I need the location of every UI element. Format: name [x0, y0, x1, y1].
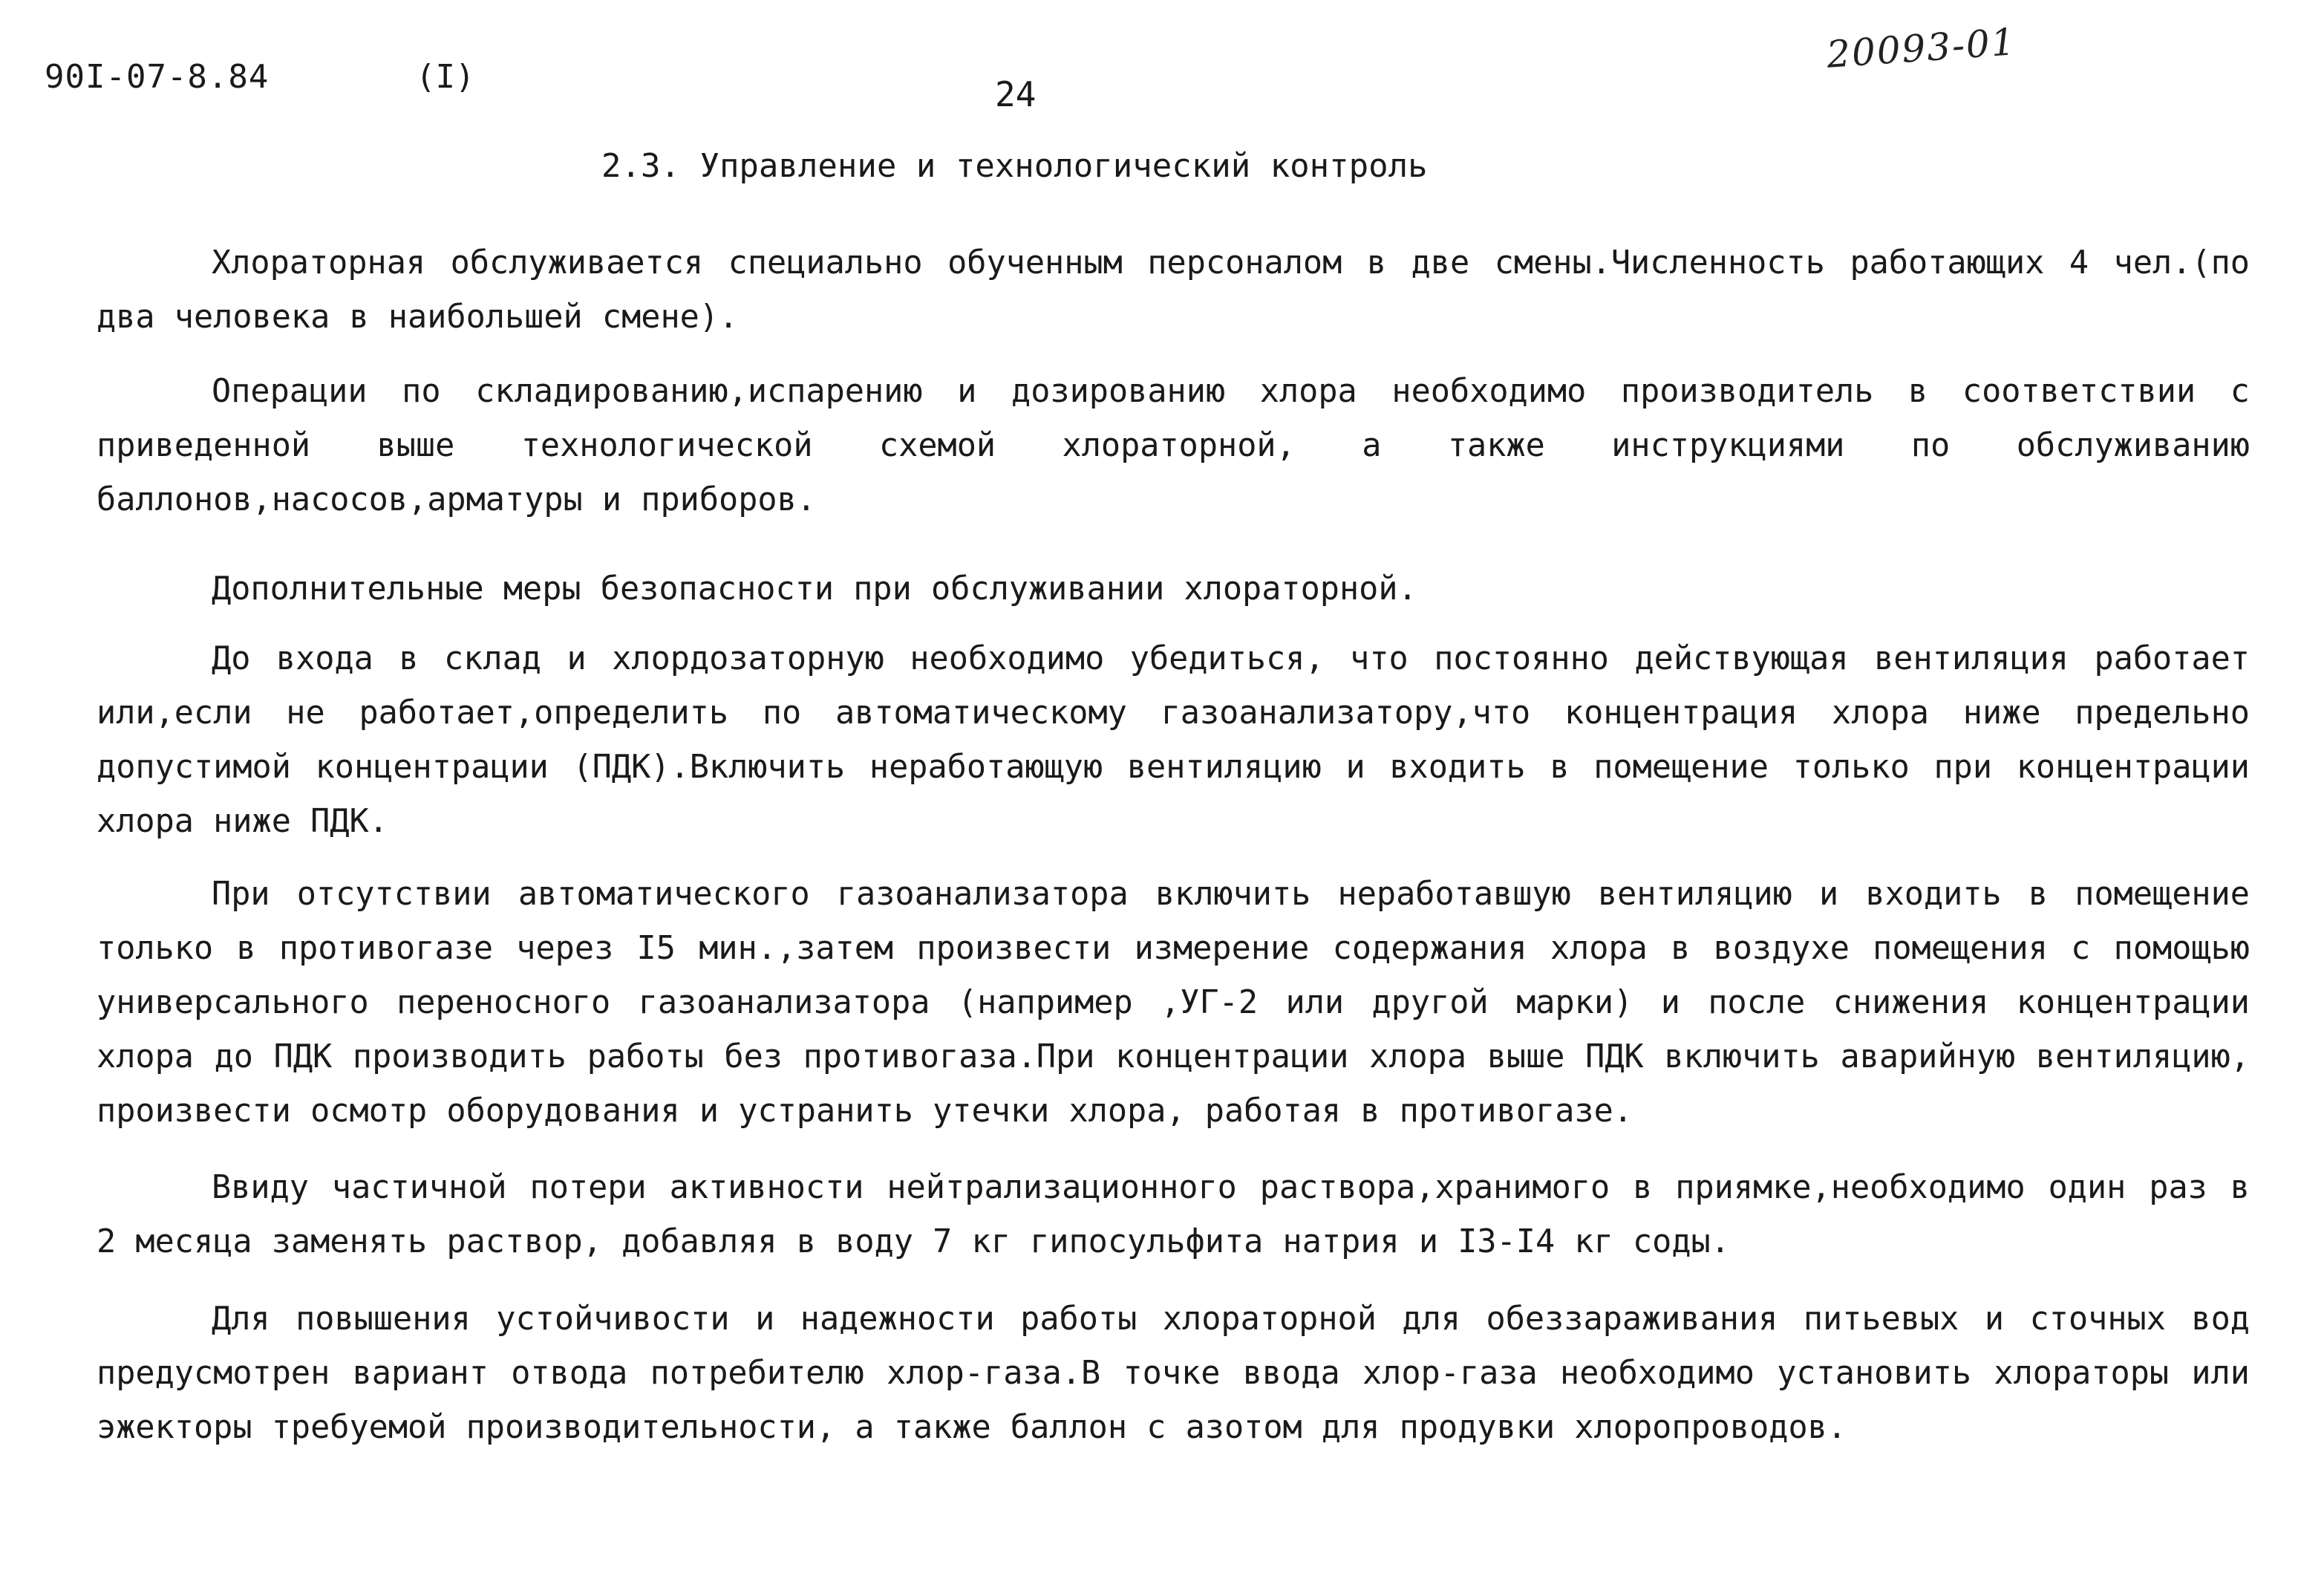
document-part: (I)	[416, 58, 475, 96]
paragraph-no-analyzer: При отсутствии автоматического газоанализатора включить неработавшую вентиляцию и входить в помещение только в противогазе через I5 мин.,затем произвести измерение содержания хлора в воздухе помещения с помощью универсального переносного газоанализатора (например ,УГ-2 или другой марки) и после снижения концентрации хлора до ПДК производить работы без противогаза.При концентрации хлора выше ПДК включить аварийную вентиляцию, произвести осмотр оборудования и устранить утечки хлора, работая в противогазе.	[97, 876, 2250, 1130]
paragraph-entry-check: До входа в склад и хлордозаторную необходимо убедиться, что постоянно действующая вентиляция работает или,если не работает,определить по автоматическому газоанализатору,что концентрация хлора ниже предельно допустимой концентрации (ПДК).Включить неработающую вентиляцию и входить в помещение только при концентрации хлора ниже ПДК.	[97, 640, 2250, 840]
section-title: 2.3. Управление и технологический контроль	[601, 147, 1428, 185]
paragraph-neutralizing-solution: Ввиду частичной потери активности нейтрализационного раствора,хранимого в приямке,необходимо один раз в 2 месяца заменять раствор, добавляя в воду 7 кг гипосульфита натрия и I3-I4 кг соды.	[97, 1169, 2250, 1260]
body-text	[97, 236, 2250, 1455]
document-code: 90I-07-8.84	[45, 58, 270, 96]
paragraph-reliability: Для повышения устойчивости и надежности работы хлораторной для обеззараживания питьевых и сточных вод предусмотрен вариант отвода потребителю хлор-газа.В точке ввода хлор-газа необходимо установить хлораторы или эжекторы требуемой производительности, а также баллон с азотом для продувки хлоропроводов.	[97, 1300, 2250, 1446]
paragraph-safety-heading: Дополнительные меры безопасности при обслуживании хлораторной.	[212, 570, 1417, 608]
page-number: 24	[995, 74, 1037, 114]
handwritten-number: 20093-01	[1825, 20, 2018, 76]
paragraph-operations: Операции по складированию,испарению и дозированию хлора необходимо производитель в соответствии с приведенной выше технологической схемой хлораторной, а также инструкциями по обслуживанию баллонов,насосов,арматуры и приборов.	[97, 373, 2250, 518]
paragraph-staffing: Хлораторная обслуживается специально обученным персоналом в две смены.Численность работающих 4 чел.(по два человека в наибольшей смене).	[97, 244, 2250, 336]
